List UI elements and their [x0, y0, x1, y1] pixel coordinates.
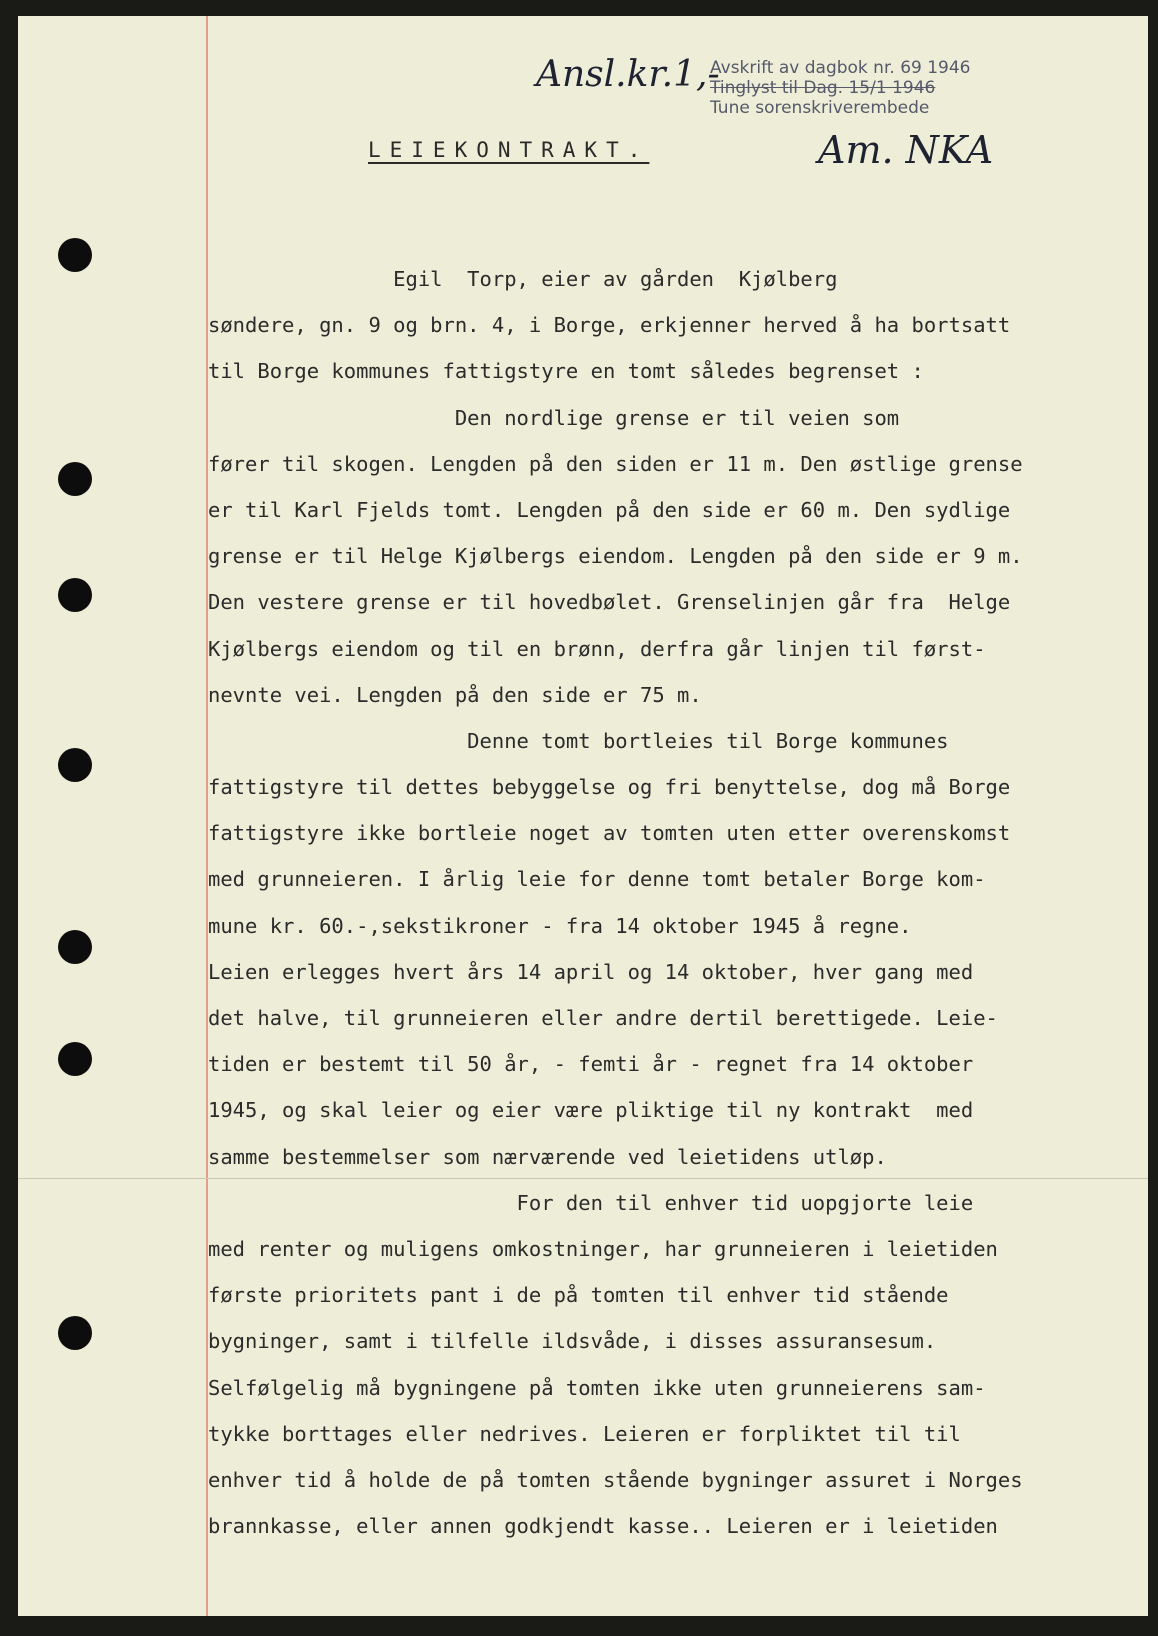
text-line: Selfølgelig må bygningene på tomten ikke uten grunneierens sam-	[208, 1375, 986, 1400]
registry-stamp	[710, 58, 971, 118]
text-line: tykke borttages eller nedrives. Leieren er forpliktet til til	[208, 1421, 961, 1446]
handwritten-fee-note: Ansl.kr.1,-	[536, 54, 720, 95]
punch-hole	[58, 930, 92, 964]
text-line: grense er til Helge Kjølbergs eiendom. Lengden på den side er 9 m.	[208, 544, 1023, 569]
text-line: søndere, gn. 9 og brn. 4, i Borge, erkjenner herved å ha bortsatt	[208, 313, 1011, 338]
document-page	[18, 16, 1148, 1616]
text-line: mune kr. 60.-,sekstikroner - fra 14 oktober 1945 å regne.	[208, 913, 912, 938]
text-line: Leien erlegges hvert års 14 april og 14 oktober, hver gang med	[208, 959, 974, 984]
punch-hole	[58, 748, 92, 782]
text-line: nevnte vei. Lengden på den side er 75 m.	[208, 682, 702, 707]
punch-hole	[58, 238, 92, 272]
text-line: enhver tid å holde de på tomten stående bygninger assuret i Norges	[208, 1467, 1023, 1492]
text-line: til Borge kommunes fattigstyre en tomt således begrenset :	[208, 359, 924, 384]
punch-hole	[58, 462, 92, 496]
text-line: fattigstyre ikke bortleie noget av tomten uten etter overenskomst	[208, 821, 1011, 846]
text-line: er til Karl Fjelds tomt. Lengden på den side er 60 m. Den sydlige	[208, 497, 1011, 522]
text-line: brannkasse, eller annen godkjendt kasse.. Leieren er i leietiden	[208, 1514, 998, 1539]
text-line: det halve, til grunneieren eller andre dertil berettigede. Leie-	[208, 1006, 998, 1030]
text-line: 1945, og skal leier og eier være pliktige til ny kontrakt med	[208, 1098, 974, 1123]
text-line: tiden er bestemt til 50 år, - femti år - regnet fra 14 oktober	[208, 1052, 974, 1077]
text-line: Den vestere grense er til hovedbølet. Grenselinjen går fra Helge	[208, 590, 1011, 615]
text-line: samme bestemmelser som nærværende ved leietidens utløp.	[208, 1144, 887, 1169]
contract-body	[208, 256, 1108, 1549]
text-line: Kjølbergs eiendom og til en brønn, derfra går linjen til først-	[208, 636, 986, 661]
text-line: Denne tomt bortleies til Borge kommunes	[208, 728, 949, 753]
handwritten-signature: Am. NKA	[818, 128, 994, 172]
punch-hole	[58, 1042, 92, 1076]
text-line: første prioritets pant i de på tomten til enhver tid stående	[208, 1283, 949, 1308]
document-title: LEIEKONTRAKT.	[368, 138, 650, 162]
stamp-line-3: Tune sorenskriverembede	[710, 98, 930, 118]
text-line: For den til enhver tid uopgjorte leie	[208, 1190, 974, 1215]
text-line: med renter og muligens omkostninger, har grunneieren i leietiden	[208, 1236, 998, 1261]
text-line: med grunneieren. I årlig leie for denne tomt betaler Borge kom-	[208, 867, 986, 892]
text-line: Den nordlige grense er til veien som	[208, 405, 900, 430]
punch-hole	[58, 578, 92, 612]
text-line: fattigstyre til dettes bebyggelse og fri benyttelse, dog må Borge	[208, 775, 1011, 800]
punch-hole	[58, 1316, 92, 1350]
stamp-line-2: Tinglyst til Dag. 15/1 1946	[710, 78, 936, 98]
text-line: fører til skogen. Lengden på den siden er 11 m. Den østlige grense	[208, 451, 1023, 476]
text-line: Egil Torp, eier av gården Kjølberg	[208, 267, 838, 291]
text-line: bygninger, samt i tilfelle ildsvåde, i disses assuransesum.	[208, 1329, 937, 1354]
stamp-line-1: Avskrift av dagbok nr. 69 1946	[710, 58, 971, 78]
